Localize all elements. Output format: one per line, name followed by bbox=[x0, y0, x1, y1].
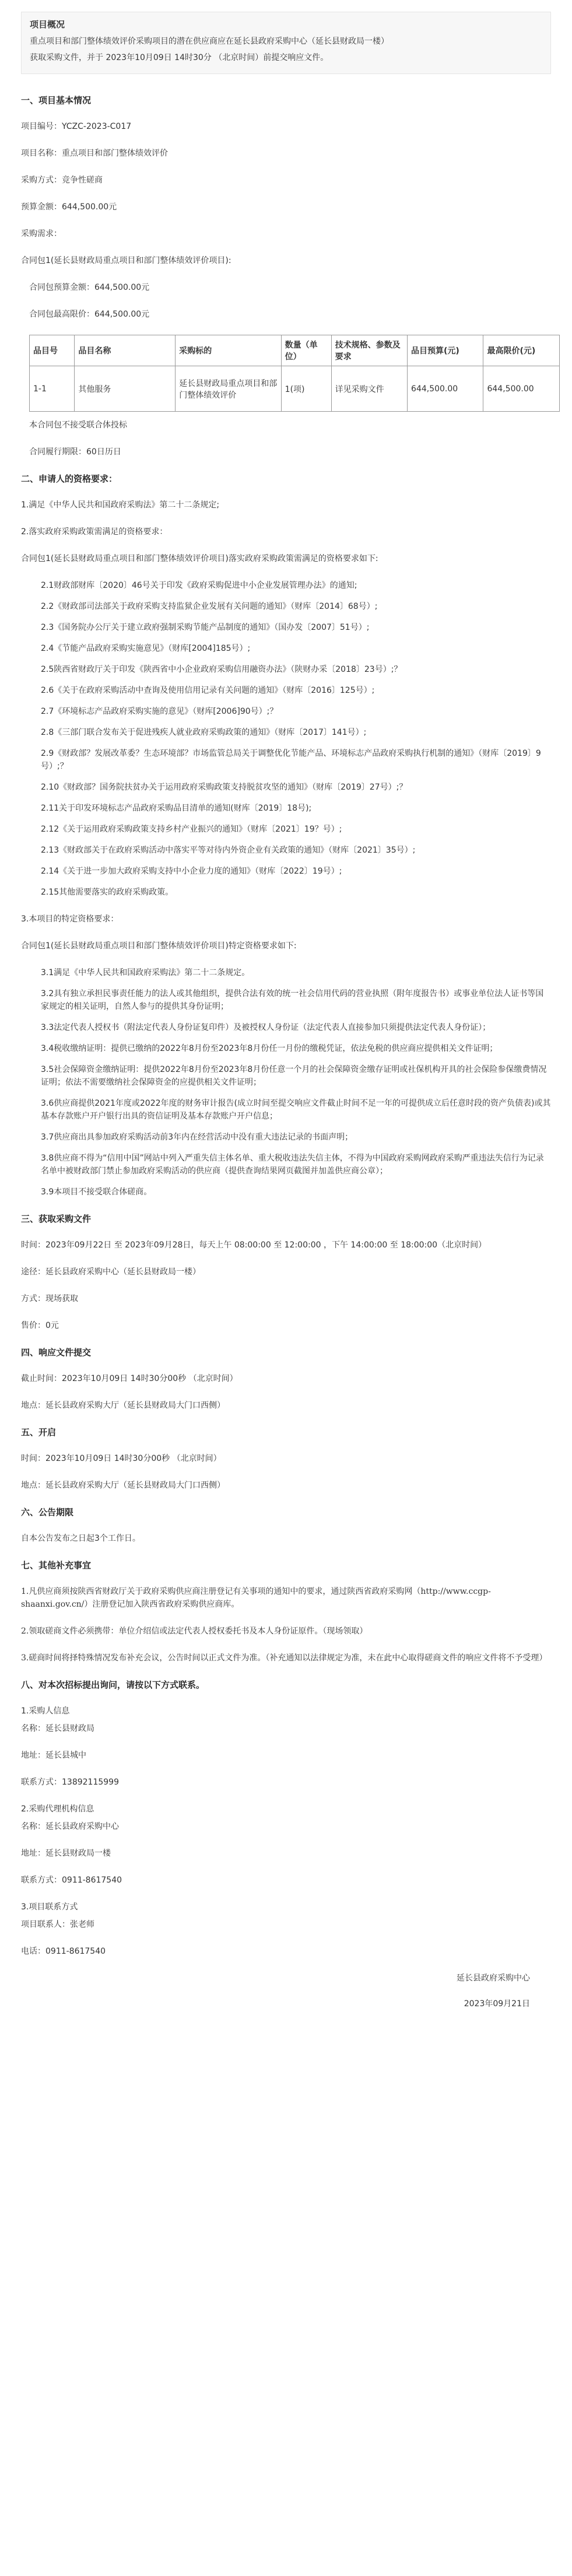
col-header: 最高限价(元) bbox=[483, 335, 560, 366]
col-header: 品目号 bbox=[30, 335, 75, 366]
list-item: 3.4税收缴纳证明：提供已缴纳的2022年8月份至2023年8月份任一月份的缴税凭证，依法免税的供应商应提供相关文件证明； bbox=[41, 1044, 498, 1053]
table-cell: 延长县财政局重点项目和部门整体绩效评价 bbox=[176, 366, 281, 412]
supplement-item-3: 3.磋商时间将择特殊情况发布补充会议，公告时间以正式文件为准。（补充通知以法律规定为准，未在此中心取得磋商文件的响应文件将不予受理） bbox=[21, 1653, 548, 1663]
footer-org: 延长县政府采购中心 bbox=[457, 1974, 530, 1983]
table-cell: 详见采购文件 bbox=[331, 366, 407, 412]
contact-2-title: 2.采购代理机构信息 bbox=[21, 1804, 94, 1814]
contract-period: 合同履行期限：60日历日 bbox=[29, 447, 121, 457]
section-1-title: 一、项目基本情况 bbox=[21, 95, 92, 106]
section-6-title: 六、公告期限 bbox=[21, 1507, 74, 1517]
section-5-title: 五、开启 bbox=[21, 1427, 57, 1438]
obtain-time: 时间：2023年09月22日 至 2023年09月28日，每天上午 08:00:00 至 12:00:00 ，下午 14:00:00 至 18:00:00（北京时间） bbox=[21, 1240, 487, 1250]
list-item: 2.15其他需要落实的政府采购政策。 bbox=[41, 888, 174, 897]
footer-date: 2023年09月21日 bbox=[464, 1999, 530, 2009]
obtain-price: 售价：0元 bbox=[21, 1321, 59, 1330]
package-budget: 合同包预算金额：644,500.00元 bbox=[29, 283, 150, 292]
overview-line-1: 重点项目和部门整体绩效评价采购项目的潜在供应商应在延长县政府采购中心（延长县财政局一楼） bbox=[30, 37, 389, 46]
section-4-title: 四、响应文件提交 bbox=[21, 1347, 92, 1358]
col-header: 技术规格、参数及要求 bbox=[331, 335, 407, 366]
list-item: 2.14《关于进一步加大政府采购支持中小企业力度的通知》（财库〔2022〕19号）; bbox=[41, 867, 342, 876]
col-header: 品目预算(元) bbox=[408, 335, 483, 366]
table-row bbox=[30, 366, 560, 412]
list-item: 3.5社会保障资金缴纳证明：提供2022年8月份至2023年8月份任意一个月的社会保障资金缴存证明或社保机构开具的社会保险参保缴费情况证明；依法不需要缴纳社会保障资金的应提供相关文件证明； bbox=[41, 1065, 547, 1087]
table-cell: 644,500.00 bbox=[408, 366, 483, 412]
project-code: 项目编号：YCZC-2023-C017 bbox=[21, 122, 132, 131]
section-8-title: 八、对本次招标提出询问，请按以下方式联系。 bbox=[21, 1680, 205, 1690]
opening-place: 地点：延长县政府采购大厅（延长县财政局大门口西侧） bbox=[21, 1481, 225, 1490]
list-item: 3.1满足《中华人民共和国政府采购法》第二十二条规定。 bbox=[41, 968, 250, 977]
table-header-row bbox=[30, 335, 560, 366]
section-7-title: 七、其他补充事宜 bbox=[21, 1560, 92, 1571]
contact-2-name: 名称：延长县政府采购中心 bbox=[21, 1822, 119, 1831]
col-header: 采购标的 bbox=[176, 335, 281, 366]
table-cell: 1-1 bbox=[30, 366, 75, 412]
qualification-law: 1.满足《中华人民共和国政府采购法》第二十二条规定; bbox=[21, 500, 220, 510]
specific-title: 3.本项目的特定资格要求： bbox=[21, 914, 119, 924]
list-item: 2.3《国务院办公厅关于建立政府强制采购节能产品制度的通知》（国办发〔2007〕51号）; bbox=[41, 623, 370, 632]
table-cell: 其他服务 bbox=[75, 366, 176, 412]
list-item: 2.7《环境标志产品政府采购实施的意见》（财库[2006]90号）;？ bbox=[41, 707, 278, 716]
supplement-item-2: 2.领取磋商文件必须携带：单位介绍信或法定代表人授权委托书及本人身份证原件。（现场领取） bbox=[21, 1627, 368, 1636]
col-header: 品目名称 bbox=[75, 335, 176, 366]
supplement-item-1: 1.凡供应商须按陕西省财政厅关于政府采购供应商注册登记有关事项的通知中的要求，通过陕西省政府采购网（http://www.ccgp-shaanxi.gov.cn/）注册登记加入陕西省政府采购供应商库。 bbox=[21, 1587, 491, 1609]
overview-line-2: 获取采购文件，并于 2023年10月09日 14时30分 （北京时间）前提交响应文件。 bbox=[30, 53, 329, 62]
announcement-period: 自本公告发布之日起3个工作日。 bbox=[21, 1534, 141, 1543]
table-cell: 644,500.00 bbox=[483, 366, 560, 412]
specific-intro: 合同包1(延长县财政局重点项目和部门整体绩效评价项目)特定资格要求如下: bbox=[21, 941, 297, 951]
contact-2-address: 地址：延长县财政局一楼 bbox=[21, 1849, 111, 1858]
list-item: 3.3法定代表人授权书（附法定代表人身份证复印件）及被授权人身份证（法定代表人直接参加只须提供法定代表人身份证）； bbox=[41, 1023, 491, 1032]
contact-1-name: 名称：延长县财政局 bbox=[21, 1724, 94, 1733]
list-item: 2.1财政部财库〔2020〕46号关于印发《政府采购促进中小企业发展管理办法》的通知; bbox=[41, 581, 357, 590]
overview-box bbox=[21, 12, 551, 74]
no-consortium-note: 本合同包不接受联合体投标 bbox=[29, 420, 127, 430]
budget-amount: 预算金额：644,500.00元 bbox=[21, 202, 117, 212]
project-name: 项目名称：重点项目和部门整体绩效评价 bbox=[21, 149, 168, 158]
list-item: 3.2具有独立承担民事责任能力的法人或其他组织，提供合法有效的统一社会信用代码的营业执照（附年度报告书）或事业单位法人证书等国家规定的相关证明，自然人参与的提供其身份证明； bbox=[41, 989, 544, 1011]
list-item: 3.6供应商提供2021年度或2022年度的财务审计报告(成立时间至提交响应文件截止时间不足一年的可提供成立后任意时段的资产负债表)或其基本存款账户开户银行出具的资信证明及基本存款账户开户信息； bbox=[41, 1099, 551, 1121]
contact-2-phone: 联系方式：0911-8617540 bbox=[21, 1876, 122, 1885]
procurement-need: 采购需求： bbox=[21, 229, 62, 239]
policy-intro: 合同包1(延长县财政局重点项目和部门整体绩效评价项目)落实政府采购政策需满足的资格要求如下: bbox=[21, 554, 378, 563]
submit-place: 地点：延长县政府采购大厅（延长县财政局大门口西侧） bbox=[21, 1401, 225, 1410]
package-title: 合同包1(延长县财政局重点项目和部门整体绩效评价项目): bbox=[21, 256, 231, 265]
table-cell: 1(项) bbox=[281, 366, 331, 412]
submit-deadline: 截止时间：2023年10月09日 14时30分00秒 （北京时间） bbox=[21, 1374, 238, 1383]
opening-time: 时间：2023年10月09日 14时30分00秒 （北京时间） bbox=[21, 1454, 222, 1463]
policy-title: 2.落实政府采购政策需满足的资格要求： bbox=[21, 527, 168, 537]
list-item: 3.9本项目不接受联合体磋商。 bbox=[41, 1187, 152, 1197]
list-item: 2.4《节能产品政府采购实施意见》（财库[2004]185号）; bbox=[41, 644, 251, 653]
list-item: 3.8供应商不得为“信用中国”网站中列入严重失信主体名单、重大税收违法失信主体，不得为中国政府采购网政府采购严重违法失信行为记录名单中被财政部门禁止参加政府采购活动的供应商（提供查询结果网页截图并加盖供应商公章）； bbox=[41, 1154, 544, 1176]
obtain-place: 途径：延长县政府采购中心（延长县财政局一楼） bbox=[21, 1267, 201, 1277]
list-item: 2.9《财政部？发展改革委？生态环境部？市场监管总局关于调整优化节能产品、环境标志产品政府采购执行机制的通知》（财库〔2019〕9号）;？ bbox=[41, 749, 541, 771]
section-2-title: 二、申请人的资格要求： bbox=[21, 474, 118, 484]
contact-3-title: 3.项目联系方式 bbox=[21, 1902, 78, 1912]
contact-1-phone: 联系方式：13892115999 bbox=[21, 1778, 119, 1787]
list-item: 2.8《三部门联合发布关于促进残疾人就业政府采购政策的通知》（财库〔2017〕141号）; bbox=[41, 728, 367, 737]
specific-list bbox=[21, 966, 551, 1198]
obtain-way: 方式：现场获取 bbox=[21, 1294, 78, 1303]
procurement-method: 采购方式：竞争性磋商 bbox=[21, 176, 103, 185]
list-item: 2.5陕西省财政厅关于印发《陕西省中小企业政府采购信用融资办法》（陕财办采〔2018〕23号）;？ bbox=[41, 665, 402, 674]
list-item: 2.13《财政部关于在政府采购活动中落实平等对待内外资企业有关政策的通知》（财库〔2021〕35号）; bbox=[41, 846, 416, 855]
list-item: 2.6《关于在政府采购活动中查询及使用信用记录有关问题的通知》（财库〔2016〕125号）; bbox=[41, 686, 375, 695]
col-header: 数量（单位） bbox=[281, 335, 331, 366]
policy-list bbox=[21, 579, 551, 899]
overview-title: 项目概况 bbox=[30, 19, 65, 30]
section-3-title: 三、获取采购文件 bbox=[21, 1214, 92, 1224]
list-item: 2.11关于印发环境标志产品政府采购品目清单的通知(财库〔2019〕18号); bbox=[41, 804, 312, 813]
package-max-price: 合同包最高限价：644,500.00元 bbox=[29, 310, 150, 319]
contact-3-phone: 电话：0911-8617540 bbox=[21, 1947, 106, 1956]
contact-1-title: 1.采购人信息 bbox=[21, 1706, 70, 1716]
list-item: 2.10《财政部？国务院扶贫办关于运用政府采购政策支持脱贫攻坚的通知》（财库〔2019〕27号）;？ bbox=[41, 783, 408, 792]
contact-1-address: 地址：延长县城中 bbox=[21, 1751, 86, 1760]
items-table bbox=[29, 335, 560, 412]
list-item: 2.2《财政部司法部关于政府采购支持监狱企业发展有关问题的通知》（财库〔2014〕68号）; bbox=[41, 602, 378, 611]
contact-3-person: 项目联系人：张老师 bbox=[21, 1920, 94, 1929]
list-item: 2.12《关于运用政府采购政策支持乡村产业振兴的通知》（财库〔2021〕19？号）; bbox=[41, 825, 342, 834]
list-item: 3.7供应商出具参加政府采购活动前3年内在经营活动中没有重大违法记录的书面声明； bbox=[41, 1133, 353, 1142]
